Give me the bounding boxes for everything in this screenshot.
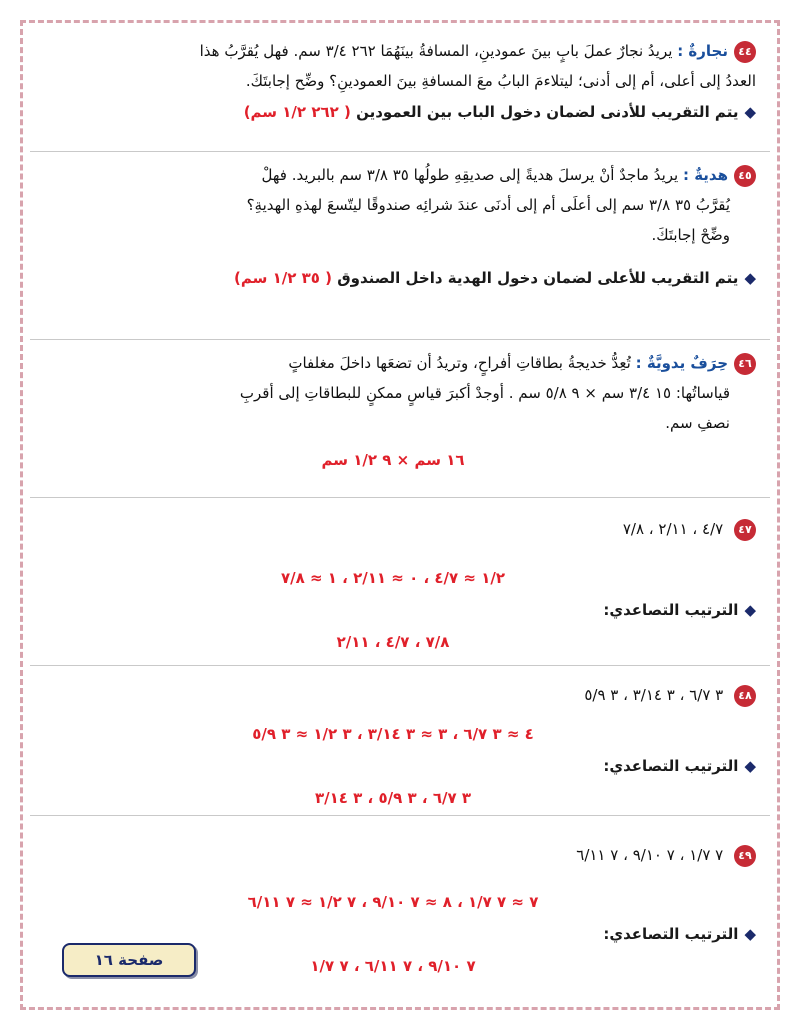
order-label: ◆الترتيب التصاعدي:: [603, 601, 756, 619]
worksheet: [30, 30, 770, 1000]
question-text: ٣ ٦/٧ ، ٣ ٣/١٤ ، ٣ ٥/٩: [584, 686, 724, 704]
question-46: [30, 340, 770, 498]
question-text: يريدُ نجارٌ عملَ بابٍ بينَ عمودينِ، المسافةُ بينَهُمَا ٢٦٢ ٣/٤ سم. فهل يُقرَّبُ هذا: [199, 42, 673, 60]
question-number: ٤٧: [734, 519, 756, 541]
diamond-icon: ◆: [744, 103, 756, 121]
question-47: [30, 498, 770, 666]
question-keyword: نجارةٌ :: [677, 42, 728, 60]
question-text-2: العددُ إلى أعلى، أم إلى أدنى؛ ليتلاءمَ البابُ معَ المسافةِ بينَ العمودينِ؟ وضِّح إجابتَكَ.: [245, 72, 756, 90]
question-text: يريدُ ماجدٌ أنْ يرسلَ هديةً إلى صديقِهِ طولُها ٣٥ ٣/٨ سم بالبريد. فهلْ: [261, 166, 679, 184]
diamond-icon: ◆: [744, 925, 756, 943]
ascending-order: ٧/٨ ، ٤/٧ ، ٢/١١: [336, 633, 450, 651]
question-keyword: حِرَفٌ يدويَّةٌ :: [635, 354, 728, 372]
question-number: ٤٦: [734, 353, 756, 375]
question-44: [30, 30, 770, 152]
diamond-icon: ◆: [744, 757, 756, 775]
order-label: ◆الترتيب التصاعدي:: [603, 925, 756, 943]
approximation: ١/٢ ≈ ٤/٧ ، ٠ ≈ ٢/١١ ، ١ ≈ ٧/٨: [280, 569, 505, 587]
diamond-icon: ◆: [744, 269, 756, 287]
question-number: ٤٤: [734, 41, 756, 63]
question-number: ٤٥: [734, 165, 756, 187]
question-text: تُعِدُّ خديجةُ بطاقاتِ أفراحٍ، وتريدُ أن تضعَها داخلَ مغلفاتٍ: [288, 354, 631, 372]
ascending-order: ٧ ٩/١٠ ، ٧ ٦/١١ ، ٧ ١/٧: [310, 957, 476, 975]
question-number: ٤٩: [734, 845, 756, 867]
answer: ١٦ سم × ٩ ١/٢ سم: [321, 451, 465, 469]
question-text-3: نصفِ سم.: [665, 414, 730, 432]
diamond-icon: ◆: [744, 601, 756, 619]
answer-value: ( ٣٥ ١/٢ سم): [234, 269, 333, 287]
question-text: ٤/٧ ، ٢/١١ ، ٧/٨: [622, 520, 724, 538]
question-text-2: يُقرَّبُ ٣٥ ٣/٨ سم إلى أعلَى أم إلى أدنَى عندَ شرائِه صندوقًا ليتّسعَ لهذهِ الهديةِ؟: [246, 196, 730, 214]
approximation: ٧ ≈ ٧ ١/٧ ، ٨ ≈ ٧ ٩/١٠ ، ٧ ١/٢ ≈ ٧ ٦/١١: [247, 893, 539, 911]
approximation: ٤ ≈ ٣ ٦/٧ ، ٣ ≈ ٣ ٣/١٤ ، ٣ ١/٢ ≈ ٣ ٥/٩: [252, 725, 534, 743]
answer-value: ( ٢٦٢ ١/٢ سم): [243, 103, 351, 121]
page-number-badge: صفحة ١٦: [62, 943, 196, 977]
answer: ◆يتم التقريب للأعلى لضمان دخول الهدية داخل الصندوق ( ٣٥ ١/٢ سم): [234, 269, 756, 287]
ascending-order: ٣ ٦/٧ ، ٣ ٥/٩ ، ٣ ٣/١٤: [314, 789, 472, 807]
question-keyword: هديةٌ :: [682, 166, 728, 184]
question-text-2: قياساتُها: ١٥ ٣/٤ سم × ٩ ٥/٨ سم . أوجدْ أكبرَ قياسٍ ممكنٍ للبطاقاتِ إلى أقربِ: [239, 384, 730, 402]
question-48: [30, 666, 770, 816]
question-text: ٧ ١/٧ ، ٧ ٩/١٠ ، ٧ ٦/١١: [576, 846, 724, 864]
question-text-3: وضِّحْ إجابتَكَ.: [651, 226, 730, 244]
order-label: ◆الترتيب التصاعدي:: [603, 757, 756, 775]
question-number: ٤٨: [734, 685, 756, 707]
answer: ◆يتم التقريب للأدنى لضمان دخول الباب بين العمودين ( ٢٦٢ ١/٢ سم): [243, 103, 756, 121]
question-45: [30, 152, 770, 340]
